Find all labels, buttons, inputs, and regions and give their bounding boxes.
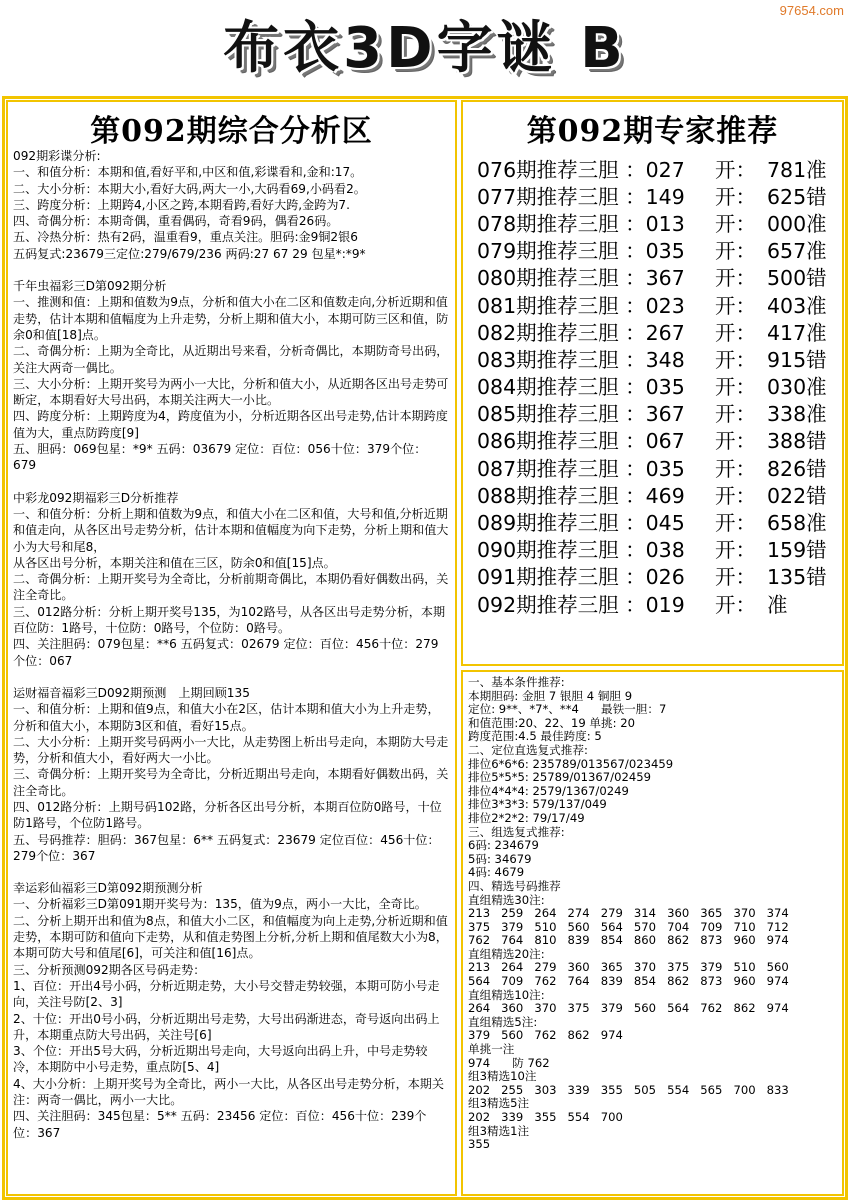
recommendation-row: [463, 426, 842, 453]
recommendation-row: [463, 372, 842, 399]
recommendation-open-label: 开：: [715, 347, 756, 372]
analysis-line: 三、012路分析：分析上期开奖号135，为102路号，从各区出号走势分析，本期百位防：1路号，十位防：0路号，个位防：0路号。: [13, 604, 446, 636]
recommendation-result: 500错: [767, 266, 827, 291]
analysis-line: 三、分析预测092期各区号码走势：: [13, 962, 206, 977]
picks-line: 一、基本条件推荐:: [468, 675, 565, 689]
recommendation-open-label: 开：: [715, 565, 756, 590]
analysis-title: 第092期综合分析区: [90, 114, 373, 149]
analysis-line: 二、奇偶分析：上期为全奇比，从近期出号来看，分析奇偶比，本期防奇号出码，关注大两奇一偶比。: [13, 344, 449, 375]
recommendation-period: 078期推荐三胆 ：013: [477, 211, 685, 236]
recommendation-open-label: 开：: [715, 402, 756, 427]
recommendation-period: 090期推荐三胆 ：038: [477, 538, 685, 563]
recommendation-open-label: 开：: [715, 320, 756, 345]
analysis-line: 二、奇偶分析：上期开奖号为全奇比，分析前期奇偶比，本期仍看好偶数出码，关注全奇比。: [13, 572, 449, 603]
picks-line: 6码: 234679: [468, 838, 539, 853]
recommendation-open-label: 开：: [715, 429, 756, 454]
recommendation-result: 657准: [767, 239, 827, 264]
recommendation-row: [463, 317, 842, 344]
recommendation-open-label: 开：: [715, 239, 756, 264]
recommendation-period: 088期推荐三胆 ：469: [477, 483, 685, 508]
recommendation-result: 388错: [767, 429, 827, 454]
recommendation-period: 081期推荐三胆 ：023: [477, 293, 685, 318]
picks-line: 4码: 4679: [468, 865, 525, 880]
analysis-line: 三、大小分析：上期开奖号为两小一大比，分析和值大小，从近期各区出号走势可断定，本期看好大号出码，本期关注两大一小比。: [13, 376, 449, 408]
picks-line: 355: [468, 1137, 491, 1152]
picks-line: 202 339 355 554 700: [468, 1110, 623, 1124]
analysis-line: 五、冷热分析：热有2码，温重看9，重点关注。胆码:金9铜2银6: [13, 230, 358, 245]
picks-line: 762 764 810 839 854 860 862 873 960 974: [468, 933, 789, 948]
recommendation-result: 658准: [767, 511, 827, 536]
analysis-section: [13, 278, 449, 474]
recommendation-period: 080期推荐三胆 ：367: [477, 266, 685, 291]
analysis-line: 三、跨度分析：上期跨4,小区之跨,本期看跨,看好大跨,金跨为7.: [13, 197, 350, 212]
recommendation-open-label: 开：: [715, 375, 756, 400]
analysis-line: 四、关注胆码：079包星：**6 五码复式：02679 定位：百位：456十位：279个位：067: [13, 637, 439, 668]
recommendation-open-label: 开：: [715, 592, 756, 617]
recommendation-result: 159错: [767, 538, 827, 563]
recommendation-result: 781准: [767, 157, 827, 182]
recommendation-open-label: 开：: [715, 456, 756, 481]
picks-line: 和值范围:20、22、19 单挑: 20: [468, 715, 635, 730]
recommendation-result: 000准: [767, 211, 827, 236]
recommendation-row: [463, 263, 842, 290]
analysis-line: 一、推测和值：上期和值数为9点，分析和值大小在二区和值数走向,分析近期和值走势，估计本期和值幅度为上升走势，分析上期和值大小，本期可防三区和值，防余0和值[18]点。: [13, 295, 449, 342]
recommendation-row: [463, 480, 842, 507]
analysis-line: 中彩龙092期福彩三D分析推荐: [13, 490, 179, 505]
recommendation-period: 076期推荐三胆 ：027: [477, 157, 685, 182]
picks-line: 379 560 762 862 974: [468, 1028, 623, 1043]
picks-line: 213 264 279 360 365 370 375 379 510 560: [468, 960, 789, 975]
watermark: 97654.com: [779, 3, 844, 18]
picks-line: 直组精选10注:: [468, 987, 545, 1002]
analysis-line: 一、和值分析：分析上期和值数为9点，和值大小在二区和值，大号和值,分析近期和值走向，从各区出号走势分析，估计本期和值幅度为向下走势，分析上期和值大小为大号和尾8，: [13, 506, 449, 554]
analysis-line: 092期彩谍分析:: [13, 149, 101, 163]
recommendation-open-label: 开：: [715, 211, 756, 236]
recommendation-row: [463, 236, 842, 263]
recommendation-row: [463, 453, 842, 480]
analysis-line: 五、胆码：069包星：*9* 五码：03679 定位：百位：056十位：379个位：679: [13, 442, 427, 473]
analysis-line: 二、大小分析：上期开奖号码两小一大比，从走势图上析出号走向，本期防大号走势，分析和值大小，看好两大一小比。: [13, 734, 449, 766]
recommendation-open-label: 开：: [715, 538, 756, 563]
recommendation-row: [463, 181, 842, 208]
picks-line: 单挑一注: [468, 1042, 515, 1057]
picks-line: 5码: 34679: [468, 851, 532, 866]
picks-line: 本期胆码: 金胆 7 银胆 4 铜胆 9: [468, 688, 633, 703]
picks-body: [463, 672, 842, 1152]
recommendation-open-label: 开：: [715, 266, 756, 291]
picks-line: 定位: 9**、*7*、**4 最铁一胆：7: [468, 702, 667, 717]
recommendation-row: [463, 507, 842, 534]
picks-line: 974 防 762: [468, 1055, 550, 1070]
picks-line: 排位6*6*6: 235789/013567/023459: [468, 756, 674, 771]
recommendation-period: 084期推荐三胆 ：035: [477, 375, 685, 400]
recommendation-open-label: 开：: [715, 511, 756, 536]
picks-line: 264 360 370 375 379 560 564 762 862 974: [468, 1001, 789, 1016]
analysis-line: 四、关注胆码：345包星：5** 五码：23456 定位：百位：456十位：239个位：367: [13, 1109, 427, 1140]
analysis-panel: [6, 100, 457, 1196]
recommendation-row: [463, 208, 842, 235]
recommendation-result: 338准: [767, 402, 827, 427]
analysis-body: [8, 146, 455, 1141]
analysis-line: 运财福音福彩三D092期预测 上期回顾135: [13, 685, 250, 700]
recommendation-row: [463, 589, 842, 616]
recommendation-result: 625错: [767, 184, 827, 209]
recommendation-open-label: 开：: [715, 293, 756, 318]
picks-line: 跨度范围:4.5 最佳跨度: 5: [468, 729, 602, 744]
recommendation-result: 准: [767, 592, 788, 617]
analysis-section: [13, 685, 449, 864]
expert-title: 第092期专家推荐: [526, 114, 779, 149]
picks-line: 组3精选1注: [468, 1123, 530, 1138]
analysis-line: 千年虫福彩三D第092期分析: [13, 279, 167, 294]
picks-line: 直组精选20注:: [468, 946, 545, 961]
analysis-section: [13, 148, 449, 262]
picks-line: 三、组选复式推荐:: [468, 824, 565, 839]
picks-line: 213 259 264 274 279 314 360 365 370 374: [468, 906, 789, 921]
recommendation-period: 091期推荐三胆 ：026: [477, 565, 685, 590]
analysis-line: 从各区出号分析，本期关注和值在三区，防余0和值[15]点。: [13, 555, 336, 570]
analysis-line: 四、012路分析：上期号码102路，分析各区出号分析，本期百位防0路号，十位防1路号，个位防1路号。: [13, 799, 442, 831]
page-title: 布衣3D字谜 B: [223, 16, 627, 81]
picks-line: 直组精选5注:: [468, 1014, 538, 1029]
recommendation-period: 089期推荐三胆 ：045: [477, 511, 685, 536]
analysis-line: 四、奇偶分析：本期奇偶，重看偶码，奇看9码，偶看26码。: [13, 214, 339, 229]
picks-line: 202 255 303 339 355 505 554 565 700 833: [468, 1082, 789, 1097]
recommendation-result: 022错: [767, 483, 827, 508]
analysis-line: 幸运彩仙福彩三D第092期预测分析: [13, 881, 203, 896]
picks-line: 排位5*5*5: 25789/01367/02459: [468, 770, 651, 785]
recommendation-row: [463, 562, 842, 589]
analysis-line: 一、和值分析：上期和值9点，和值大小在2区，估计本期和值大小为上升走势，分析和值大小，本期防3区和值，看好15点。: [13, 702, 440, 733]
recommendation-row: [463, 535, 842, 562]
recommendation-result: 826错: [767, 456, 827, 481]
analysis-line: 五、号码推荐：胆码：367包星：6** 五码复式：23679 定位百位：456十位：279个位：367: [13, 832, 440, 863]
recommendation-result: 403准: [767, 293, 827, 318]
recommendation-period: 077期推荐三胆 ：149: [477, 184, 685, 209]
analysis-line: 2、十位：开出0号小码，分析近期出号走势，大号出码渐进态，奇号返向出码上升，本期重点防大号出码，关注号[6]: [13, 1011, 440, 1042]
analysis-line: 二、大小分析：本期大小,看好大码,两大一小,大码看69,小码看2。: [13, 181, 366, 196]
recommendation-open-label: 开：: [715, 184, 756, 209]
analysis-line: 五码复式:23679三定位:279/679/236 两码:27 67 29 包星*:*9*: [13, 246, 366, 261]
recommendation-period: 092期推荐三胆 ：019: [477, 592, 685, 617]
picks-line: 排位2*2*2: 79/17/49: [468, 810, 585, 825]
recommendation-row: [463, 399, 842, 426]
recommendation-row: [463, 344, 842, 371]
analysis-line: 1、百位：开出4号小码，分析近期走势，大小号交替走势较强，本期可防小号走向，关注号防[2、3]: [13, 978, 440, 1010]
recommendation-result: 417准: [767, 320, 827, 345]
analysis-line: 3、个位：开出5号大码，分析近期出号走向，大号返向出码上升，中号走势较冷，本期防中小号走势，重点防[5、4]: [13, 1044, 428, 1075]
picks-line: 组3精选5注: [468, 1096, 530, 1111]
picks-line: 二、定位直选复式推荐:: [468, 742, 588, 757]
picks-line: 组3精选10注: [468, 1069, 537, 1084]
expert-panel: [461, 100, 844, 666]
recommendation-period: 083期推荐三胆 ：348: [477, 347, 685, 372]
analysis-line: 二、分析上期开出和值为8点，和值大小二区，和值幅度为向上走势,分析近期和值走势，本期可防和值向下走势，从和值走势图上分析,分析上期和值尾数大小为8，本期可防大号和值尾[6]，可关注和值[16]点。: [13, 913, 448, 961]
picks-panel: [461, 670, 844, 1196]
recommendation-result: 915错: [767, 347, 827, 372]
analysis-section: [13, 880, 449, 1141]
recommendation-open-label: 开：: [715, 483, 756, 508]
picks-line: 四、精选号码推荐: [468, 878, 561, 893]
analysis-line: 一、和值分析：本期和值,看好平和,中区和值,彩谍看和,金和:17。: [13, 165, 363, 180]
recommendation-period: 082期推荐三胆 ：267: [477, 320, 685, 345]
recommendation-result: 030准: [767, 375, 827, 400]
picks-line: 排位4*4*4: 2579/1367/0249: [468, 783, 629, 798]
analysis-line: 一、分析福彩三D第091期开奖号为：135，值为9点，两小一大比，全奇比。: [13, 897, 427, 912]
picks-line: 排位3*3*3: 579/137/049: [468, 797, 607, 812]
recommendation-period: 079期推荐三胆 ：035: [477, 239, 685, 264]
recommendation-row: [463, 290, 842, 317]
analysis-line: 三、奇偶分析：上期开奖号为全奇比，分析近期出号走向，本期看好偶数出码，关注全奇比。: [13, 767, 449, 798]
analysis-line: 四、跨度分析：上期跨度为4，跨度值为小，分析近期各区出号走势,估计本期跨度值为大，重点防跨度[9]: [13, 409, 448, 440]
recommendation-row: [463, 154, 842, 181]
picks-line: 直组精选30注:: [468, 892, 545, 907]
analysis-section: [13, 490, 449, 669]
recommendation-result: 135错: [767, 565, 827, 590]
picks-line: 564 709 762 764 839 854 862 873 960 974: [468, 974, 789, 989]
recommendation-period: 085期推荐三胆 ：367: [477, 402, 685, 427]
recommendation-open-label: 开：: [715, 157, 756, 182]
picks-line: 375 379 510 560 564 570 704 709 710 712: [468, 919, 789, 934]
recommendation-period: 087期推荐三胆 ：035: [477, 456, 685, 481]
recommendation-period: 086期推荐三胆 ：067: [477, 429, 685, 454]
recommendation-list: [463, 154, 842, 616]
analysis-line: 4、大小分析：上期开奖号为全奇比，两小一大比，从各区出号走势分析，本期关注：两奇一偶比，两小一大比。: [13, 1076, 444, 1108]
